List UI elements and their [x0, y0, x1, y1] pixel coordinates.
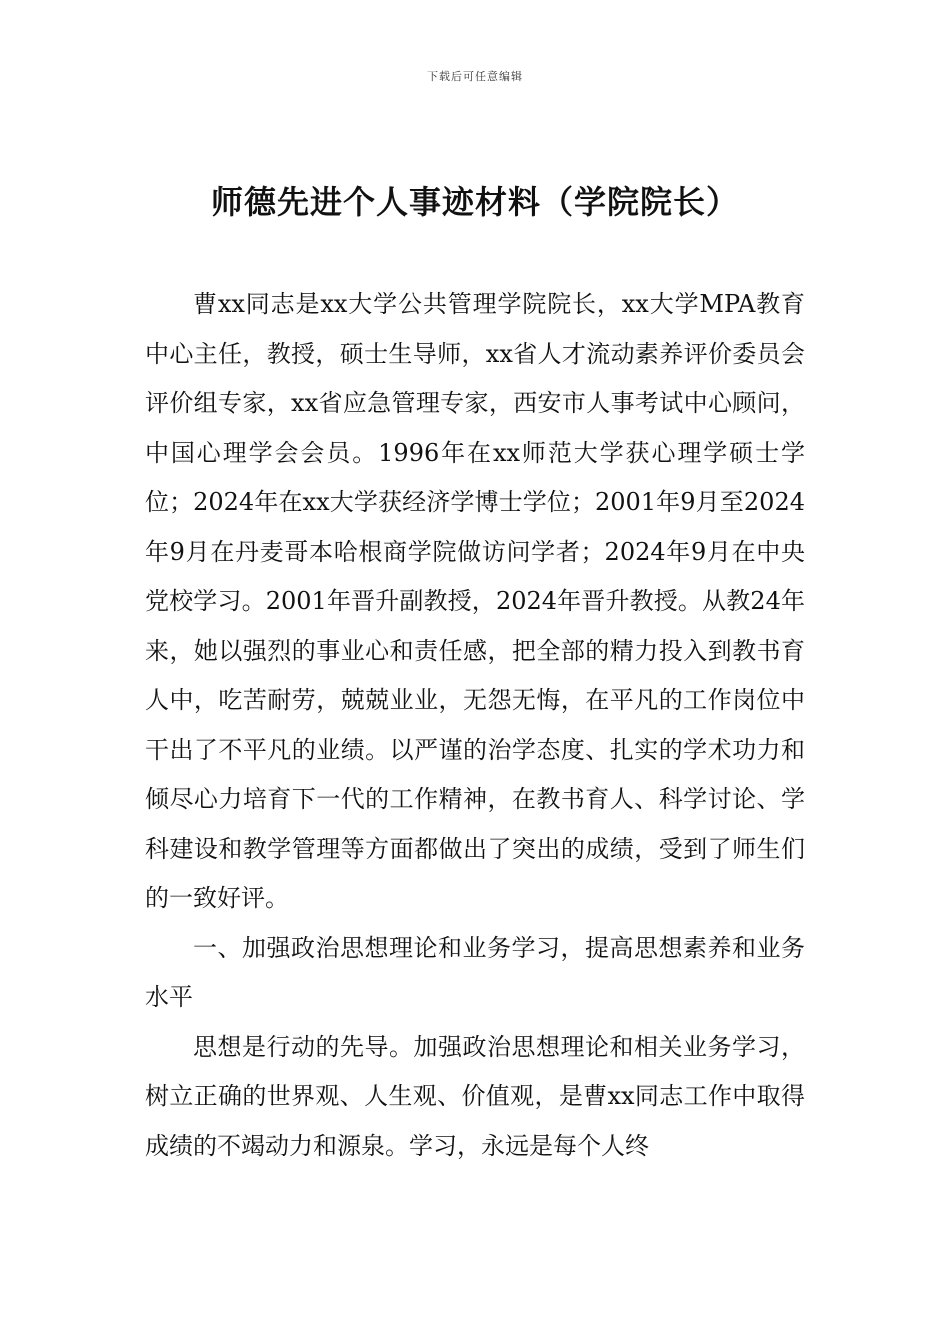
paragraph-section-1: 思想是行动的先导。加强政治思想理论和相关业务学习，树立正确的世界观、人生观、价值观，是曹xx同志工作中取得成绩的不竭动力和源泉。学习，永远是每个人终: [145, 1032, 805, 1160]
document-body: [145, 280, 805, 1171]
header-note: 下载后可任意编辑: [427, 70, 523, 83]
paragraph-intro: 曹xx同志是xx大学公共管理学院院长，xx大学MPA教育中心主任，教授，硕士生导师，xx省人才流动素养评价委员会评价组专家，xx省应急管理专家，西安市人事考试中心顾问，中国心理学会会员。1996年在xx师范大学获心理学硕士学位；2024年在xx大学获经济学博士学位；2001年9月至2024年9月在丹麦哥本哈根商学院做访问学者；2024年9月在中央党校学习。2001年晋升副教授，2024年晋升教授。从教24年来，她以强烈的事业心和责任感，把全部的精力投入到教书育人中，吃苦耐劳，兢兢业业，无怨无悔，在平凡的工作岗位中干出了不平凡的业绩。以严谨的治学态度、扎实的学术功力和倾尽心力培育下一代的工作精神，在教书育人、科学讨论、学科建设和教学管理等方面都做出了突出的成绩，受到了师生们的一致好评。: [145, 290, 805, 912]
section-heading: 一、加强政治思想理论和业务学习，提高思想素养和业务水平: [145, 933, 805, 1011]
document-title: 师德先进个人事迹材料（学院院长）: [210, 183, 739, 221]
